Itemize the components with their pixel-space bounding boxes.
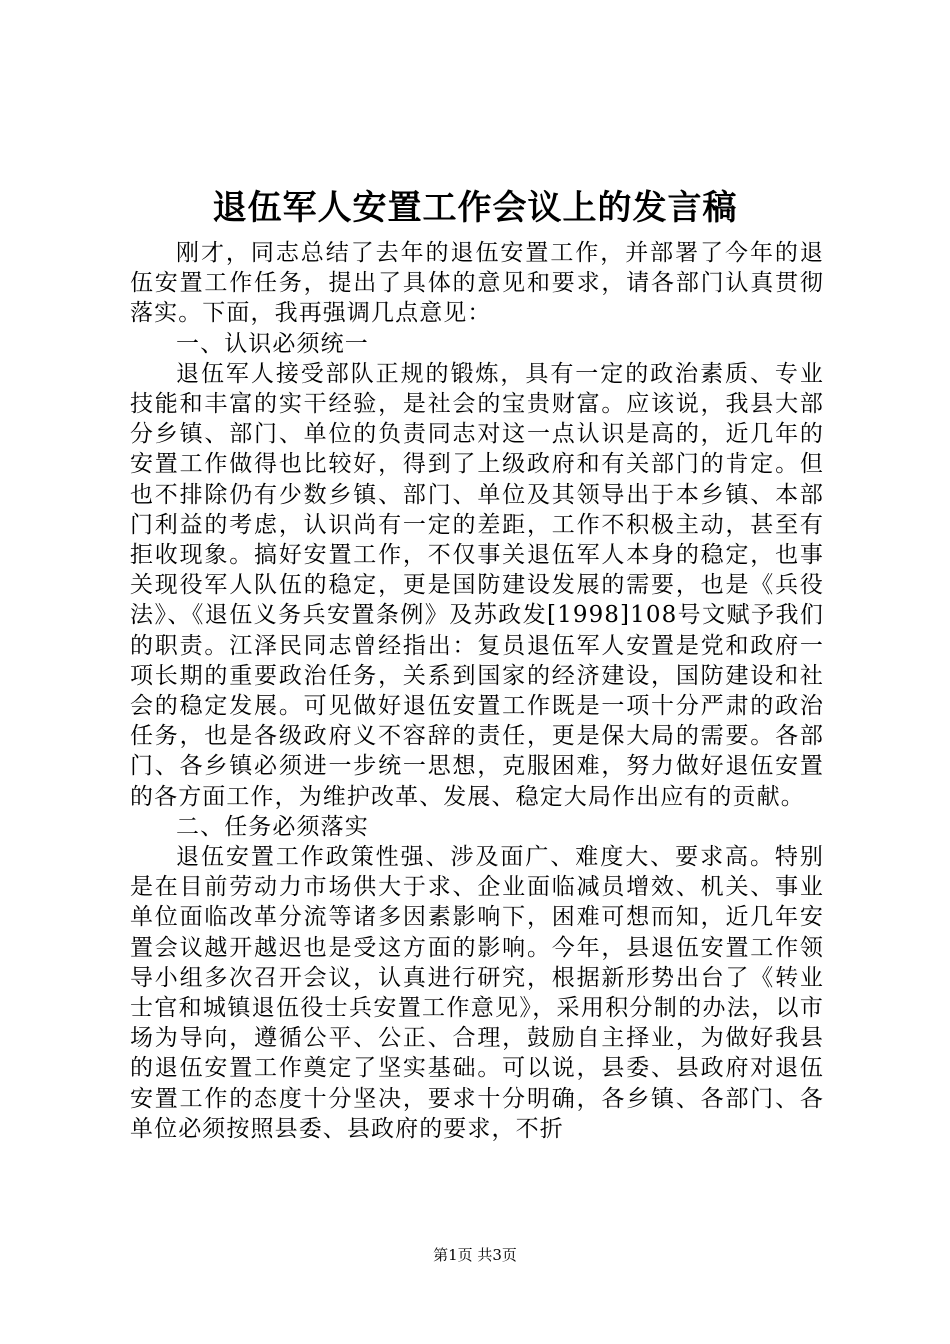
paragraph-section-1: 退伍军人接受部队正规的锻炼，具有一定的政治素质、专业技能和丰富的实干经验，是社会的宝贵财富。应该说，我县大部分乡镇、部门、单位的负责同志对这一点认识是高的，近几年的安置工作做得也比较好，得到了上级政府和有关部门的肯定。但也不排除仍有少数乡镇、部门、单位及其领导出于本乡镇、本部门利益的考虑，认识尚有一定的差距，工作不积极主动，甚至有拒收现象。搞好安置工作，不仅事关退伍军人本身的稳定，也事关现役军人队伍的稳定，更是国防建设发展的需要，也是《兵役法》、《退伍义务兵安置条例》及苏政发[1998]108号文赋予我们的职责。江泽民同志曾经指出：复员退伍军人安置是党和政府一项长期的重要政治任务，关系到国家的经济建设，国防建设和社会的稳定发展。可见做好退伍安置工作既是一项十分严肃的政治任务，也是各级政府义不容辞的责任，更是保大局的需要。各部门、各乡镇必须进一步统一思想，克服困难，努力做好退伍安置的各方面工作，为维护改革、发展、稳定大局作出应有的贡献。 (130, 360, 824, 810)
section-heading-2: 二、任务必须落实 (176, 813, 369, 840)
document-title: 退伍军人安置工作会议上的发言稿 (212, 188, 738, 228)
document-body (130, 238, 824, 1144)
paragraph-section-2: 退伍安置工作政策性强、涉及面广、难度大、要求高。特别是在目前劳动力市场供大于求、企业面临减员增效、机关、事业单位面临改革分流等诸多因素影响下，困难可想而知，近几年安置会议越开越迟也是受这方面的影响。今年，县退伍安置工作领导小组多次召开会议，认真进行研究，根据新形势出台了《转业士官和城镇退伍役士兵安置工作意见》，采用积分制的办法，以市场为导向，遵循公平、公正、合理，鼓励自主择业，为做好我县的退伍安置工作奠定了坚实基础。可以说，县委、县政府对退伍安置工作的态度十分坚决，要求十分明确，各乡镇、各部门、各单位必须按照县委、县政府的要求，不折 (130, 844, 824, 1142)
paragraph-intro: 刚才，同志总结了去年的退伍安置工作，并部署了今年的退伍安置工作任务，提出了具体的意见和要求，请各部门认真贯彻落实。下面，我再强调几点意见： (130, 240, 824, 327)
section-heading-1: 一、认识必须统一 (176, 330, 369, 357)
page-number-footer: 第1页 共3页 (433, 1246, 517, 1264)
